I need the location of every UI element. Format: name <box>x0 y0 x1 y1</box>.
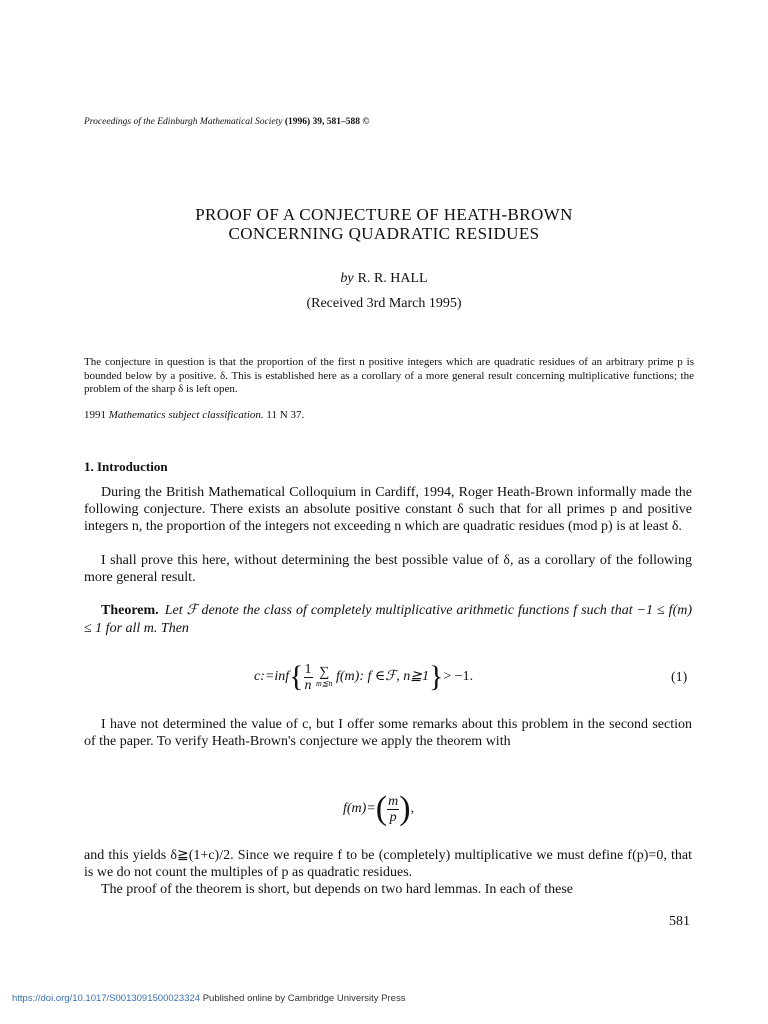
doi-link[interactable]: https://doi.org/10.1017/S0013091500023324 <box>12 993 201 1004</box>
author-name: R. R. HALL <box>357 271 428 286</box>
eq1-body: f(m): f ∈ℱ, n≧1 <box>336 669 429 685</box>
author-by: by <box>340 271 354 286</box>
theorem-statement <box>84 602 692 637</box>
equation-number: (1) <box>671 670 688 685</box>
published-note: Published online by Cambridge University Press <box>202 993 406 1004</box>
msc-code: 11 N 37. <box>266 409 305 421</box>
author-line <box>0 271 768 287</box>
msc-year: 1991 <box>84 409 106 421</box>
page-number: 581 <box>669 914 690 929</box>
abstract: The conjecture in question is that the proportion of the first n positive integers which are quadratic residues of an arbitrary prime p is bounded below by a positive. δ. This is established here as a corollary of a more general result concerning multiplicative functions; the problem of the sharp δ is left open. <box>84 356 694 395</box>
journal-citation: (1996) 39, 581–588 © <box>284 117 370 127</box>
msc-classification <box>84 409 304 421</box>
footer <box>12 993 405 1004</box>
section-heading: 1. Introduction <box>84 459 168 474</box>
eq2-lhs: f(m)= <box>343 801 376 817</box>
paper-title-line1: PROOF OF A CONJECTURE OF HEATH-BROWN <box>195 205 573 224</box>
eq1-fraction: $\frac{1}{n}$ <box>304 661 312 693</box>
eq2-fraction: $\frac{m}{p}$ <box>388 793 399 825</box>
equation-1: c:=inf{ $\frac{1}{n}$ ∑ m≦n f(m): f ∈ℱ, n≧1}> −1. (1) <box>254 660 688 693</box>
theorem-label: Theorem. <box>101 603 159 618</box>
eq1-lhs: c:=inf <box>254 669 290 685</box>
received-date: (Received 3rd March 1995) <box>306 296 462 311</box>
msc-label: Mathematics subject classification. <box>108 409 264 421</box>
paper-title-line2: CONCERNING QUADRATIC RESIDUES <box>228 224 540 243</box>
eq1-rhs: > −1. <box>443 669 474 685</box>
theorem-text: Let ℱ denote the class of completely multiplicative arithmetic functions f such that −1 ≤ f(m) ≤ 1 for all m. Then <box>84 603 692 636</box>
paragraph-3: I have not determined the value of c, but I offer some remarks about this problem in the second section of the paper. To verify Heath-Brown's conjecture we apply the theorem with <box>84 717 692 750</box>
journal-header <box>84 117 370 127</box>
paragraph-5: The proof of the theorem is short, but depends on two hard lemmas. In each of these <box>101 882 573 897</box>
equation-2: f(m)=( $\frac{m}{p}$ ), <box>343 790 415 827</box>
eq1-sum: ∑ m≦n <box>316 664 333 688</box>
journal-name: Proceedings of the Edinburgh Mathematical Society <box>84 117 283 127</box>
paragraph-4: and this yields δ≧(1+c)/2. Since we require f to be (completely) multiplicative we must define f(p)=0, that is we do not count the multiples of p as quadratic residues. <box>84 848 692 881</box>
intro-paragraph-2: I shall prove this here, without determining the best possible value of δ, as a corollary of the following more general result. <box>84 553 692 586</box>
intro-paragraph-1: During the British Mathematical Colloquium in Cardiff, 1994, Roger Heath-Brown informally made the following conjecture. There exists an absolute positive constant δ such that for all primes p and positive integers n, the proportion of the integers not exceeding n which are quadratic residues (mod p) is at least δ. <box>84 485 692 535</box>
